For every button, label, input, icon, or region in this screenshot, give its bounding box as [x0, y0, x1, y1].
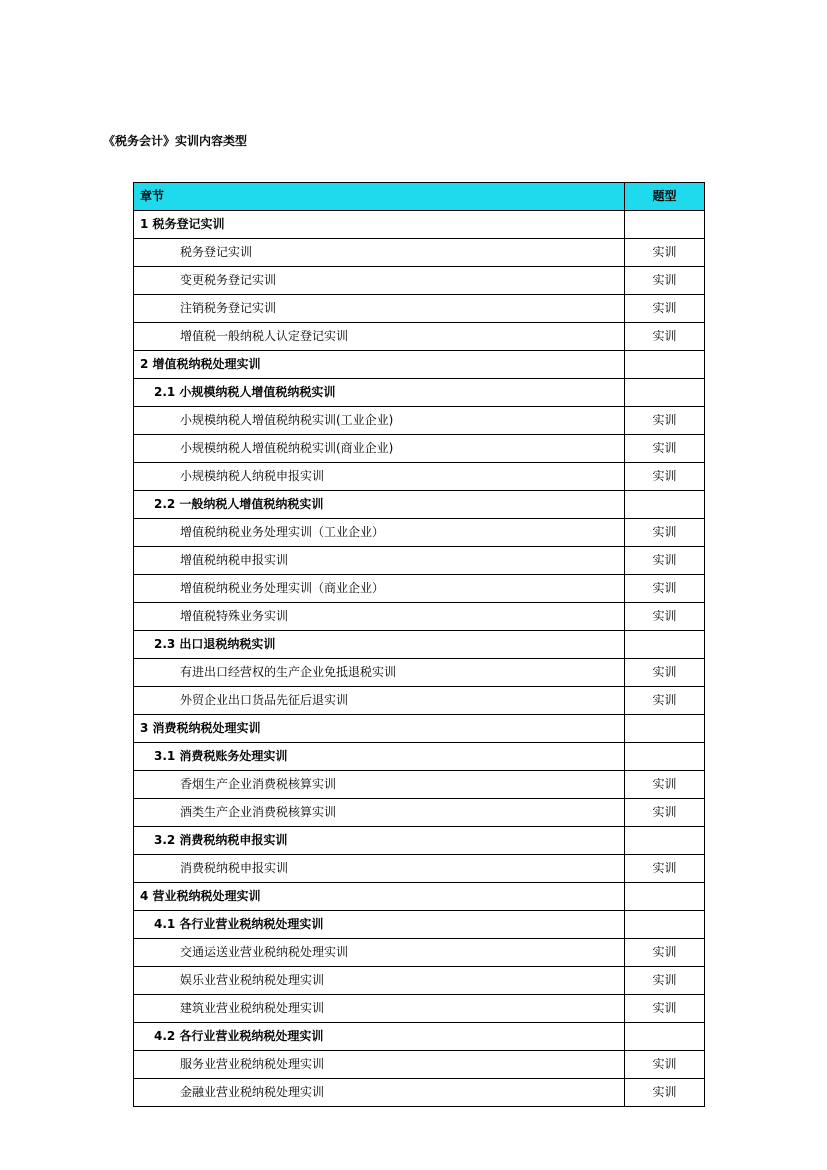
table-row: [134, 435, 705, 463]
row-type-cell: [625, 911, 705, 939]
row-chapter-cell: 注销税务登记实训: [134, 295, 625, 323]
row-type-cell: 实训: [625, 295, 705, 323]
row-type-cell: 实训: [625, 267, 705, 295]
table-row: [134, 575, 705, 603]
chapter-row: [134, 715, 705, 743]
row-chapter-cell: 有进出口经营权的生产企业免抵退税实训: [134, 659, 625, 687]
row-type-cell: 实训: [625, 659, 705, 687]
table-row: [134, 1051, 705, 1079]
row-type-cell: [625, 491, 705, 519]
table-row: [134, 323, 705, 351]
section-row: [134, 379, 705, 407]
row-type-cell: 实训: [625, 547, 705, 575]
row-chapter-cell: 金融业营业税纳税处理实训: [134, 1079, 625, 1107]
row-type-cell: 实训: [625, 855, 705, 883]
table-row: [134, 799, 705, 827]
chapter-row: [134, 211, 705, 239]
row-chapter-cell: 增值税纳税申报实训: [134, 547, 625, 575]
row-chapter-cell: 小规模纳税人纳税申报实训: [134, 463, 625, 491]
table-row: [134, 463, 705, 491]
row-type-cell: 实训: [625, 799, 705, 827]
row-chapter-cell: 3 消费税纳税处理实训: [134, 715, 625, 743]
table-row: [134, 967, 705, 995]
table-row: [134, 1079, 705, 1107]
row-chapter-cell: 香烟生产企业消费税核算实训: [134, 771, 625, 799]
section-row: [134, 491, 705, 519]
row-chapter-cell: 税务登记实训: [134, 239, 625, 267]
row-chapter-cell: 2.2 一般纳税人增值税纳税实训: [134, 491, 625, 519]
table-row: [134, 603, 705, 631]
row-chapter-cell: 小规模纳税人增值税纳税实训(商业企业): [134, 435, 625, 463]
row-chapter-cell: 酒类生产企业消费税核算实训: [134, 799, 625, 827]
row-type-cell: [625, 883, 705, 911]
row-chapter-cell: 建筑业营业税纳税处理实训: [134, 995, 625, 1023]
table-header-row: [134, 183, 705, 211]
row-chapter-cell: 娱乐业营业税纳税处理实训: [134, 967, 625, 995]
row-chapter-cell: 3.1 消费税账务处理实训: [134, 743, 625, 771]
row-chapter-cell: 增值税纳税业务处理实训（工业企业）: [134, 519, 625, 547]
row-type-cell: 实训: [625, 1079, 705, 1107]
row-chapter-cell: 外贸企业出口货品先征后退实训: [134, 687, 625, 715]
document-title: 《税务会计》实训内容类型: [103, 134, 248, 148]
chapter-row: [134, 883, 705, 911]
column-header-chapter: 章节: [134, 183, 625, 211]
table-row: [134, 659, 705, 687]
row-type-cell: 实训: [625, 687, 705, 715]
row-chapter-cell: 增值税一般纳税人认定登记实训: [134, 323, 625, 351]
row-type-cell: 实训: [625, 967, 705, 995]
row-chapter-cell: 2.1 小规模纳税人增值税纳税实训: [134, 379, 625, 407]
row-type-cell: 实训: [625, 575, 705, 603]
row-chapter-cell: 小规模纳税人增值税纳税实训(工业企业): [134, 407, 625, 435]
row-type-cell: [625, 743, 705, 771]
table-row: [134, 855, 705, 883]
row-chapter-cell: 消费税纳税申报实训: [134, 855, 625, 883]
table-row: [134, 687, 705, 715]
row-type-cell: 实训: [625, 239, 705, 267]
table-body: [134, 183, 705, 1107]
row-type-cell: 实训: [625, 463, 705, 491]
row-type-cell: 实训: [625, 323, 705, 351]
row-type-cell: 实训: [625, 1051, 705, 1079]
table-row: [134, 939, 705, 967]
column-header-type: 题型: [625, 183, 705, 211]
row-type-cell: 实训: [625, 995, 705, 1023]
row-chapter-cell: 1 税务登记实训: [134, 211, 625, 239]
row-chapter-cell: 交通运送业营业税纳税处理实训: [134, 939, 625, 967]
section-row: [134, 743, 705, 771]
row-type-cell: 实训: [625, 603, 705, 631]
row-type-cell: 实训: [625, 939, 705, 967]
section-row: [134, 631, 705, 659]
row-chapter-cell: 3.2 消费税纳税申报实训: [134, 827, 625, 855]
row-chapter-cell: 4 营业税纳税处理实训: [134, 883, 625, 911]
row-type-cell: 实训: [625, 435, 705, 463]
row-type-cell: [625, 631, 705, 659]
training-content-table: [133, 182, 705, 1107]
row-type-cell: [625, 379, 705, 407]
table-row: [134, 547, 705, 575]
section-row: [134, 1023, 705, 1051]
row-type-cell: [625, 827, 705, 855]
row-type-cell: 实训: [625, 407, 705, 435]
row-chapter-cell: 4.2 各行业营业税纳税处理实训: [134, 1023, 625, 1051]
row-chapter-cell: 2 增值税纳税处理实训: [134, 351, 625, 379]
table-row: [134, 995, 705, 1023]
row-type-cell: [625, 715, 705, 743]
row-type-cell: 实训: [625, 519, 705, 547]
row-type-cell: [625, 1023, 705, 1051]
row-type-cell: 实训: [625, 771, 705, 799]
table-row: [134, 239, 705, 267]
table-row: [134, 519, 705, 547]
row-chapter-cell: 增值税纳税业务处理实训（商业企业）: [134, 575, 625, 603]
section-row: [134, 827, 705, 855]
row-chapter-cell: 2.3 出口退税纳税实训: [134, 631, 625, 659]
row-type-cell: [625, 211, 705, 239]
chapter-row: [134, 351, 705, 379]
row-type-cell: [625, 351, 705, 379]
row-chapter-cell: 4.1 各行业营业税纳税处理实训: [134, 911, 625, 939]
row-chapter-cell: 服务业营业税纳税处理实训: [134, 1051, 625, 1079]
table-row: [134, 295, 705, 323]
row-chapter-cell: 增值税特殊业务实训: [134, 603, 625, 631]
row-chapter-cell: 变更税务登记实训: [134, 267, 625, 295]
table-row: [134, 771, 705, 799]
table-row: [134, 267, 705, 295]
section-row: [134, 911, 705, 939]
table-row: [134, 407, 705, 435]
